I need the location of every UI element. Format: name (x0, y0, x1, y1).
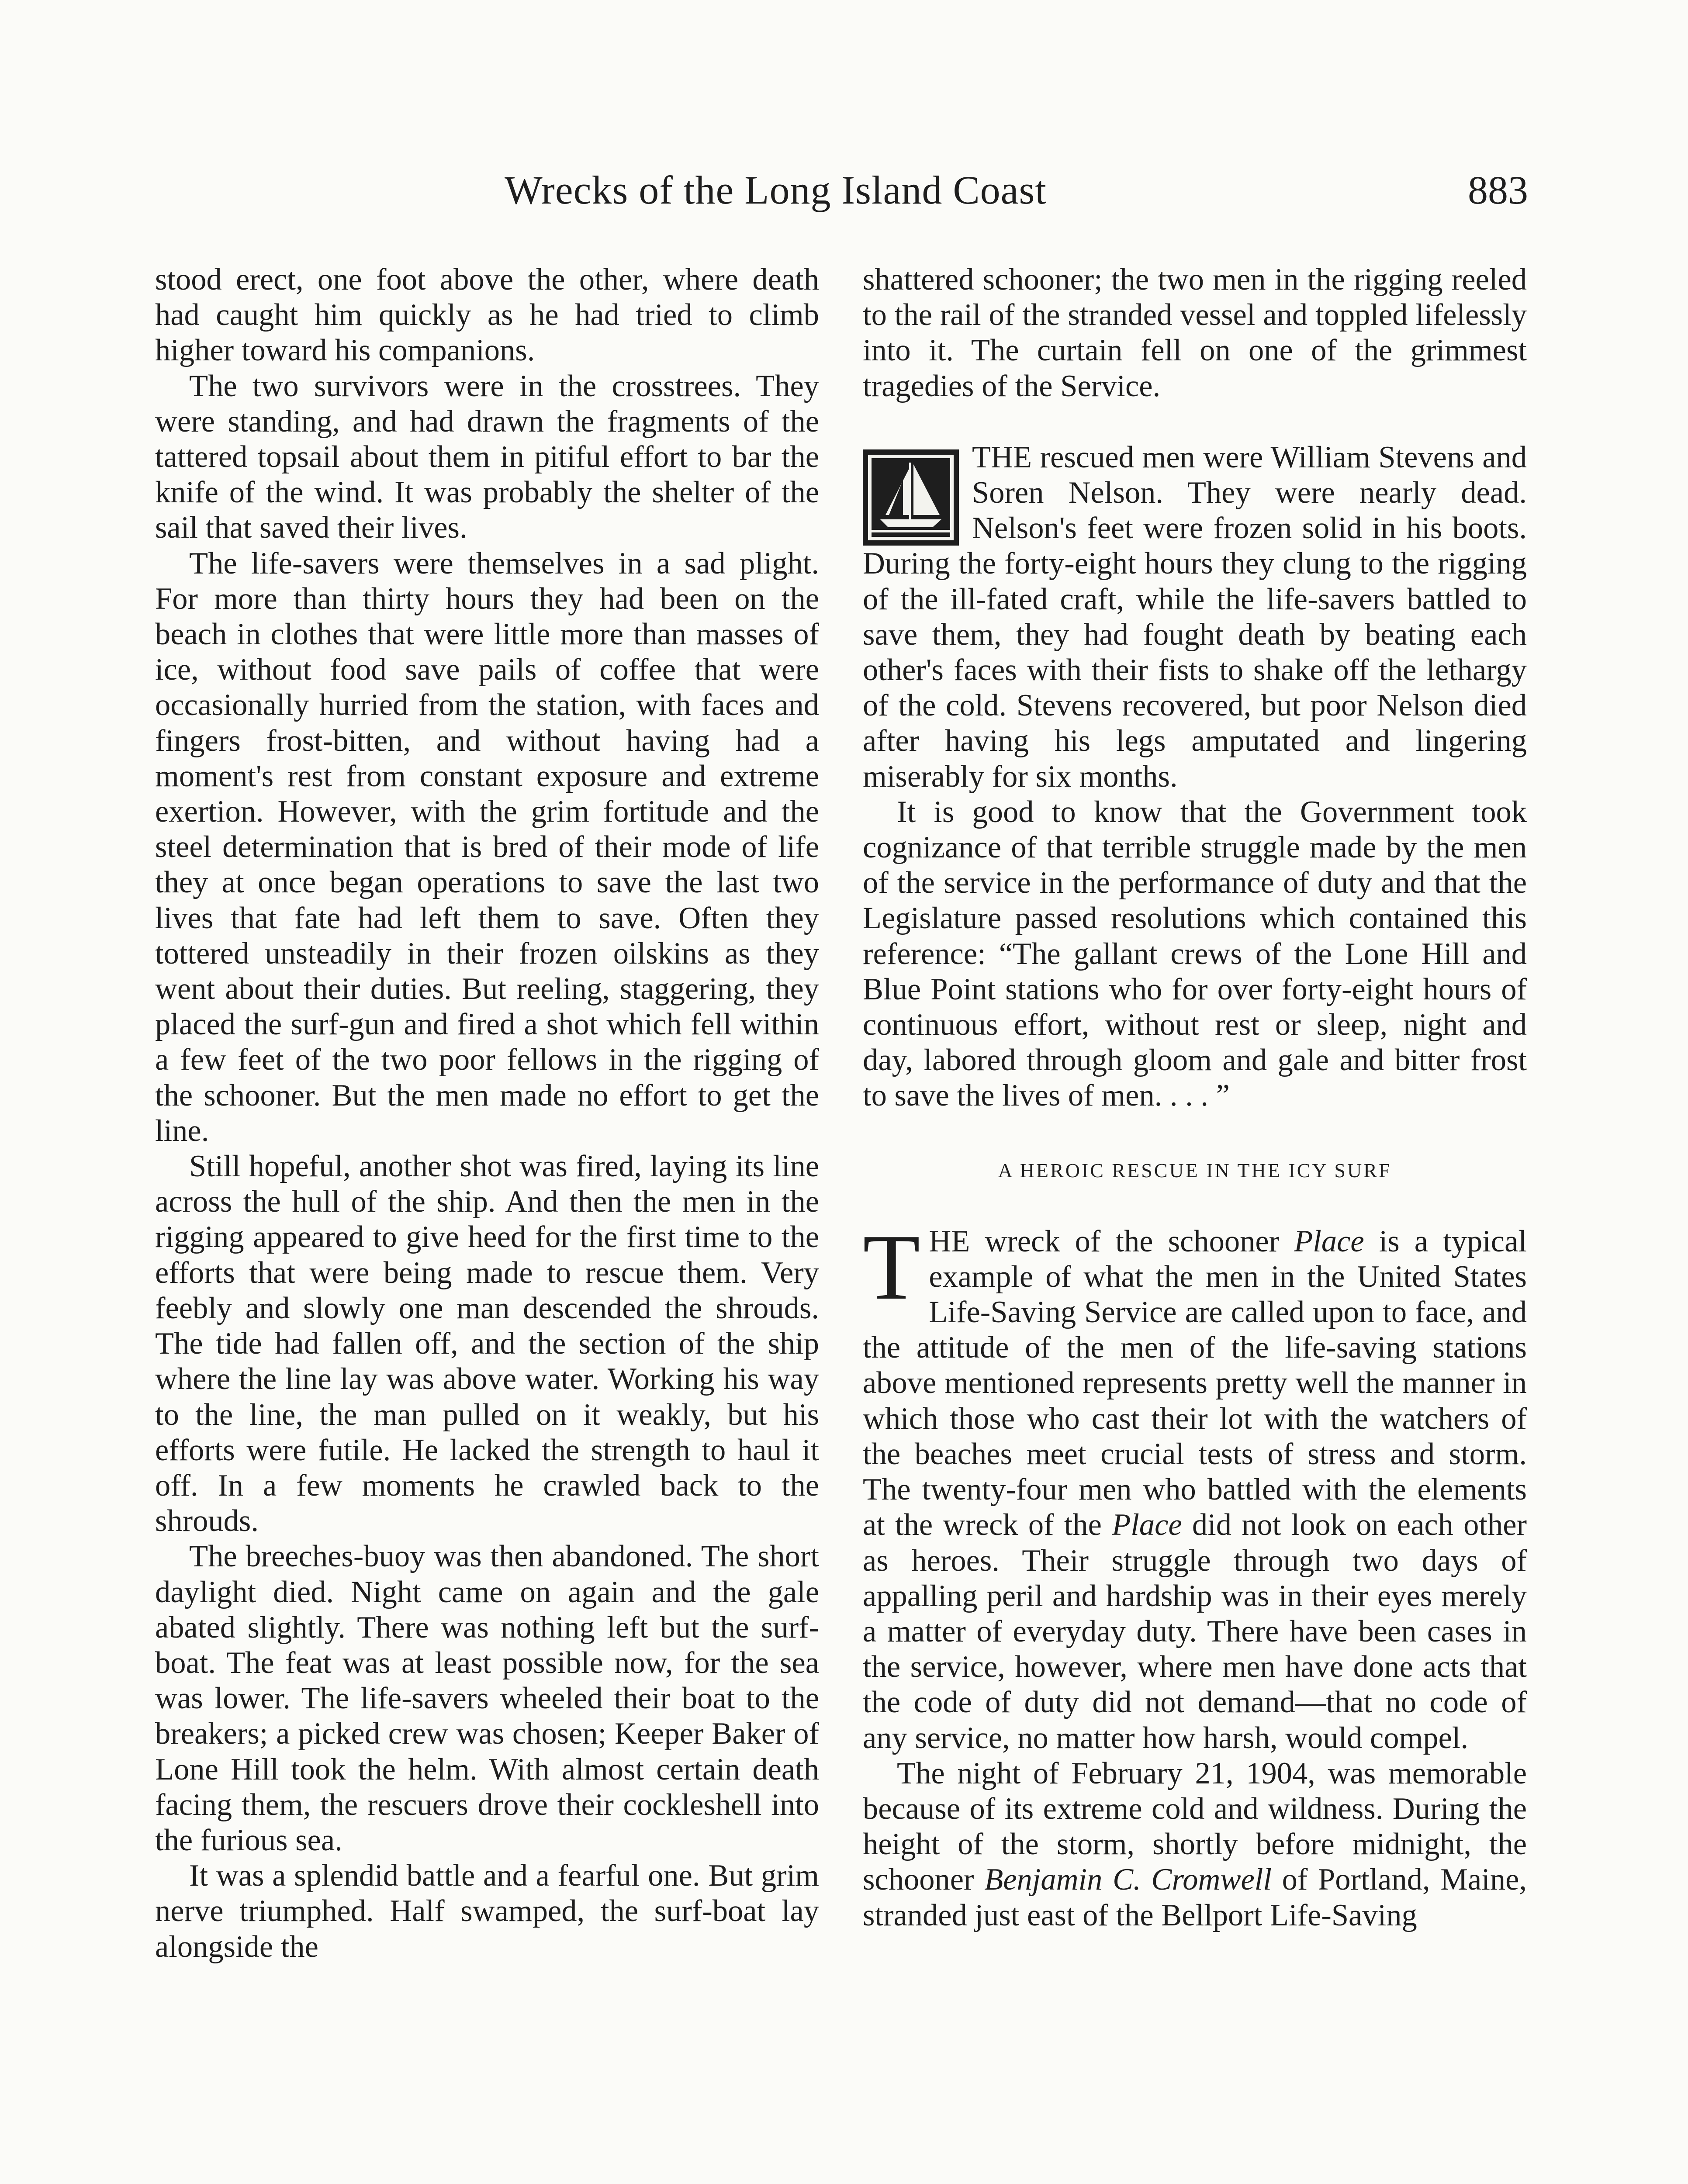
paragraph: stood erect, one foot above the other, where death had caught him quickly as he had tried to climb higher toward his companions. (155, 263, 819, 368)
ship-name: Benjamin C. Cromwell (984, 1863, 1272, 1897)
left-column (155, 262, 819, 1965)
section-heading: A HEROIC RESCUE IN THE ICY SURF (998, 1159, 1392, 1182)
drop-cap: T (863, 1214, 920, 1319)
right-column (863, 262, 1527, 1933)
paragraph: The night of February 21, 1904, was memorable because of its extreme cold and wildness. During the height of the storm, shortly before midnight, the schooner Benjamin C. Cromwell of Portland, Maine, stranded just east of the Bellport Life-Saving (863, 1756, 1527, 1932)
sailing-ship-icon (863, 449, 959, 546)
paragraph: It was a splendid battle and a fearful one. But grim nerve triumphed. Half swamped, the surf-boat lay alongside the (155, 1859, 819, 1964)
paragraph: The life-savers were themselves in a sad plight. For more than thirty hours they had been on the beach in clothes that were little more than masses of ice, without food save pails of coffee that were occasionally hurried from the station, with faces and fingers frost-bitten, and without having had a moment's rest from constant exposure and extreme exertion. However, with the grim fortitude and the steel determination that is bred of their mode of life they at once began operations to save the last two lives that fate had left them to save. Often they tottered unsteadily in their frozen oilskins as they went about their duties. But reeling, staggering, they placed the surf-gun and fired a shot which fell within a few feet of the two poor fellows in the rigging of the schooner. But the men made no effort to get the line. (155, 546, 819, 1148)
ornament-paragraph-text: THE rescued men were William Stevens and Soren Nelson. They were nearly dead. Nelson's feet were frozen solid in his boots. During the forty-eight hours they clung to the rigging of the ill-fated craft, while the life-savers battled to save them, they had fought death by beating each other's faces with their fists to shake off the lethargy of the cold. Stevens recovered, but poor Nelson died after having his legs amputated and lingering miserably for six months. (863, 440, 1527, 794)
paragraph: The two survivors were in the crosstrees. They were standing, and had drawn the fragments of the tattered topsail about them in pitiful effort to bar the knife of the wind. It was probably the shelter of the sail that saved their lives. (155, 369, 819, 545)
ornament-paragraph (863, 440, 1527, 795)
running-head (0, 167, 1688, 224)
paragraph: Still hopeful, another shot was fired, laying its line across the hull of the ship. And then the men in the rigging appeared to give heed for the first time to the efforts that were being made to rescue them. Very feebly and slowly one man descended the shrouds. The tide had fallen off, and the section of the ship where the line lay was above water. Working his way to the line, the man pulled on it weakly, but his efforts were futile. He lacked the strength to haul it off. In a few moments he crawled back to the shrouds. (155, 1149, 819, 1538)
running-title: Wrecks of the Long Island Coast (505, 168, 1047, 212)
page-number: 883 (1468, 168, 1528, 212)
ship-name: Place (1294, 1224, 1364, 1258)
dropcap-paragraph: THE wreck of the schooner Place is a typical example of what the men in the United States Life-Saving Service are called upon to face, and the attitude of the men of the life-saving stations above mentioned represents pretty well the manner in which those who cast their lot with the watchers of the beaches meet crucial tests of stress and storm. The twenty-four men who battled with the elements at the wreck of the Place did not look on each other as heroes. Their struggle through two days of appalling peril and hardship was in their eyes merely a matter of everyday duty. There have been cases in the service, however, where men have done acts that the code of duty did not demand—that no code of any service, no matter how harsh, would compel. (863, 1214, 1527, 1755)
paragraph: shattered schooner; the two men in the rigging reeled to the rail of the stranded vessel and toppled lifelessly into it. The curtain fell on one of the grimmest tragedies of the Service. (863, 263, 1527, 403)
paragraph: The breeches-buoy was then abandoned. The short daylight died. Night came on again and the gale abated slightly. There was nothing left but the surf-boat. The feat was at least possible now, for the sea was lower. The life-savers wheeled their boat to the breakers; a picked crew was chosen; Keeper Baker of Lone Hill took the helm. With almost certain death facing them, the rescuers drove their cockleshell into the furious sea. (155, 1539, 819, 1857)
paragraph: It is good to know that the Government took cognizance of that terrible struggle made by the men of the service in the performance of duty and that the Legislature passed resolutions which contained this reference: “The gallant crews of the Lone Hill and Blue Point stations who for over forty-eight hours of continuous effort, without rest or sleep, night and day, labored through gloom and gale and bitter frost to save the lives of men. . . . ” (863, 795, 1527, 1113)
ship-name: Place (1112, 1508, 1182, 1542)
